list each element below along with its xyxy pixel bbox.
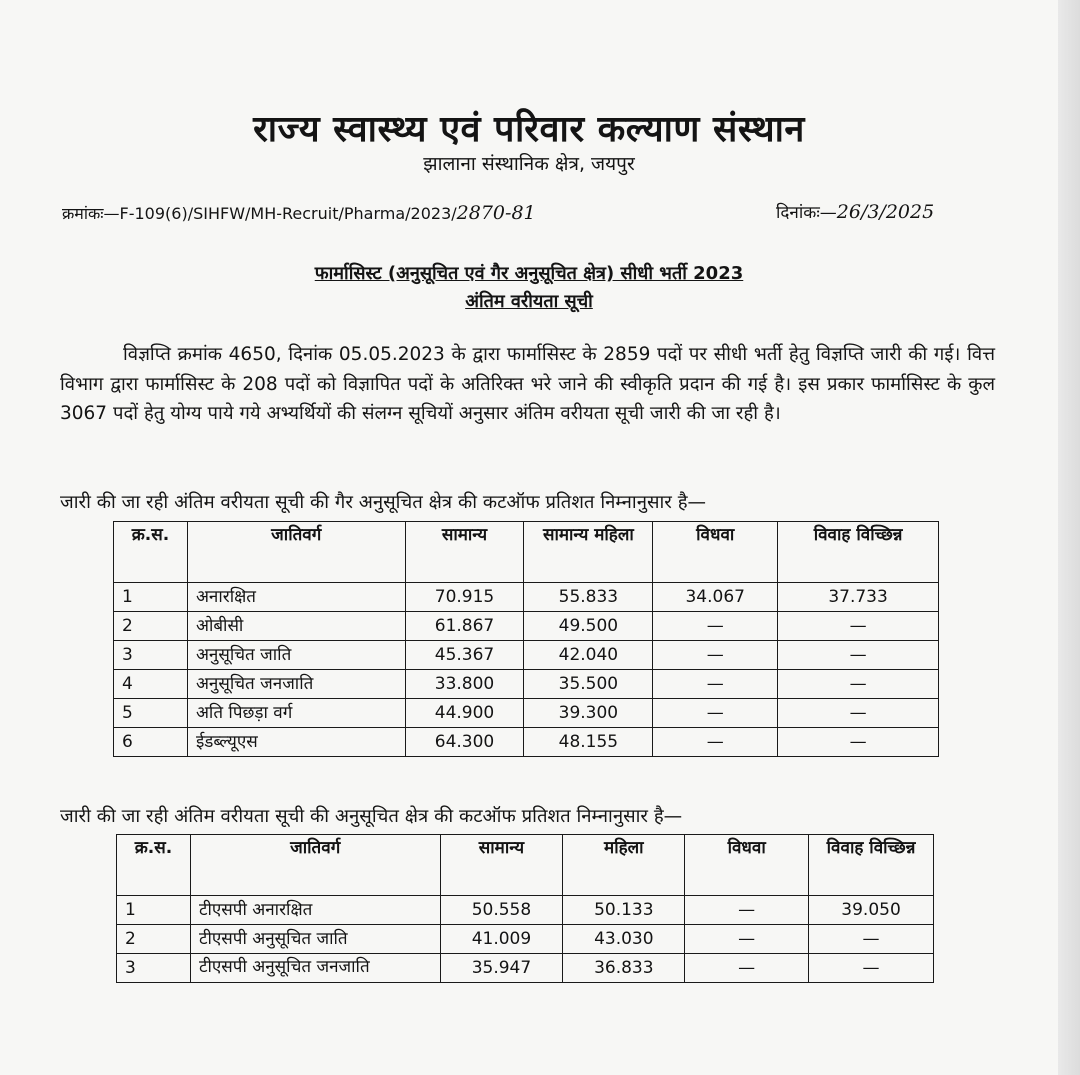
cell-general: 35.947 [440, 954, 563, 983]
col-header-divorcee: विवाह विच्छिन्न [778, 522, 939, 583]
cell-divorcee: — [778, 699, 939, 728]
page-title: राज्य स्वास्थ्य एवं परिवार कल्याण संस्थान [253, 108, 805, 150]
col-header-general: सामान्य [440, 835, 563, 896]
cell-widow: — [653, 728, 778, 757]
table2-caption: जारी की जा रही अंतिम वरीयता सूची की अनुसूचित क्षेत्र की कटऑफ प्रतिशत निम्नानुसार है— [60, 806, 683, 827]
cell-general: 45.367 [405, 641, 524, 670]
cell-divorcee: 37.733 [778, 583, 939, 612]
cell-widow: — [685, 954, 809, 983]
col-header-serial: क्र.स. [114, 522, 188, 583]
cell-serial: 3 [114, 641, 188, 670]
cell-widow: — [653, 699, 778, 728]
cell-widow: — [653, 641, 778, 670]
cell-women: 43.030 [563, 925, 685, 954]
cell-general-women: 49.500 [524, 612, 653, 641]
cell-category: ईडब्ल्यूएस [187, 728, 405, 757]
cell-category: टीएसपी अनुसूचित जाति [190, 925, 440, 954]
cell-serial: 4 [114, 670, 188, 699]
col-header-widow: विधवा [653, 522, 778, 583]
cell-category: अनारक्षित [187, 583, 405, 612]
cell-general: 61.867 [405, 612, 524, 641]
col-header-serial: क्र.स. [117, 835, 191, 896]
cell-general-women: 39.300 [524, 699, 653, 728]
cell-general-women: 48.155 [524, 728, 653, 757]
table1-caption: जारी की जा रही अंतिम वरीयता सूची की गैर अनुसूचित क्षेत्र की कटऑफ प्रतिशत निम्नानुसार है— [60, 492, 707, 513]
cell-general-women: 55.833 [524, 583, 653, 612]
col-header-category: जातिवर्ग [190, 835, 440, 896]
cell-category: अति पिछड़ा वर्ग [187, 699, 405, 728]
table-row [117, 896, 934, 925]
table-row [114, 728, 939, 757]
cell-serial: 1 [114, 583, 188, 612]
col-header-category: जातिवर्ग [187, 522, 405, 583]
page-edge-shadow [1058, 0, 1080, 1075]
table-header-row [117, 835, 934, 896]
cell-serial: 3 [117, 954, 191, 983]
reference-handwritten: 2870-81 [456, 202, 536, 224]
cell-general-women: 42.040 [524, 641, 653, 670]
cell-widow: — [685, 925, 809, 954]
date-label: दिनांकः— [776, 203, 837, 223]
table-row [114, 583, 939, 612]
table-row [114, 612, 939, 641]
date-line [776, 200, 934, 223]
cell-widow: 34.067 [653, 583, 778, 612]
col-header-general-women: सामान्य महिला [524, 522, 653, 583]
cell-category: टीएसपी अनारक्षित [190, 896, 440, 925]
table-row [114, 641, 939, 670]
cell-divorcee: — [778, 612, 939, 641]
col-header-widow: विधवा [685, 835, 809, 896]
table-header-row [114, 522, 939, 583]
reference-label: क्रमांकः—F-109(6)/SIHFW/MH-Recruit/Pharma/2023/ [62, 204, 457, 223]
col-header-general: सामान्य [405, 522, 524, 583]
cell-serial: 1 [117, 896, 191, 925]
cell-widow: — [685, 896, 809, 925]
cell-general: 33.800 [405, 670, 524, 699]
table-row [114, 670, 939, 699]
cell-divorcee: — [778, 728, 939, 757]
notice-subheading: अंतिम वरीयता सूची [465, 291, 593, 312]
table-row [117, 954, 934, 983]
cell-serial: 6 [114, 728, 188, 757]
cell-divorcee: — [778, 641, 939, 670]
cell-general: 44.900 [405, 699, 524, 728]
page-subtitle: झालाना संस्थानिक क्षेत्र, जयपुर [423, 153, 635, 175]
cell-general: 64.300 [405, 728, 524, 757]
cell-serial: 2 [114, 612, 188, 641]
cell-widow: — [653, 612, 778, 641]
cell-category: अनुसूचित जाति [187, 641, 405, 670]
notice-paragraph: विज्ञप्ति क्रमांक 4650, दिनांक 05.05.2023 के द्वारा फार्मासिस्ट के 2859 पदों पर सीधी भर्ती हेतु विज्ञप्ति जारी की गई। वित्त विभाग द्वारा फार्मासिस्ट के 208 पदों को विज्ञापित पदों के अतिरिक्त भरे जाने की स्वीकृति प्रदान की गई है। इस प्रकार फार्मासिस्ट के कुल 3067 पदों हेतु योग्य पाये गये अभ्यर्थियों की संलग्न सूचियों अनुसार अंतिम वरीयता सूची जारी की जा रही है। [60, 344, 995, 424]
cell-category: ओबीसी [187, 612, 405, 641]
cell-divorcee: — [809, 954, 934, 983]
table-row [117, 925, 934, 954]
cell-widow: — [653, 670, 778, 699]
cell-divorcee: — [809, 925, 934, 954]
scheduled-area-cutoff-table [116, 834, 934, 983]
cell-women: 36.833 [563, 954, 685, 983]
cell-general: 50.558 [440, 896, 563, 925]
cell-serial: 5 [114, 699, 188, 728]
notice-heading: फार्मासिस्ट (अनुसूचित एवं गैर अनुसूचित क्षेत्र) सीधी भर्ती 2023 [314, 263, 744, 284]
date-handwritten: 26/3/2025 [836, 201, 935, 223]
cell-general: 41.009 [440, 925, 563, 954]
cell-divorcee: 39.050 [809, 896, 934, 925]
cell-category: अनुसूचित जनजाति [187, 670, 405, 699]
cell-women: 50.133 [563, 896, 685, 925]
cell-general-women: 35.500 [524, 670, 653, 699]
cell-divorcee: — [778, 670, 939, 699]
cell-serial: 2 [117, 925, 191, 954]
cell-general: 70.915 [405, 583, 524, 612]
cell-category: टीएसपी अनुसूचित जनजाति [190, 954, 440, 983]
table-row [114, 699, 939, 728]
col-header-divorcee: विवाह विच्छिन्न [809, 835, 934, 896]
reference-number [62, 202, 536, 224]
col-header-women: महिला [563, 835, 685, 896]
non-scheduled-cutoff-table [113, 521, 939, 757]
